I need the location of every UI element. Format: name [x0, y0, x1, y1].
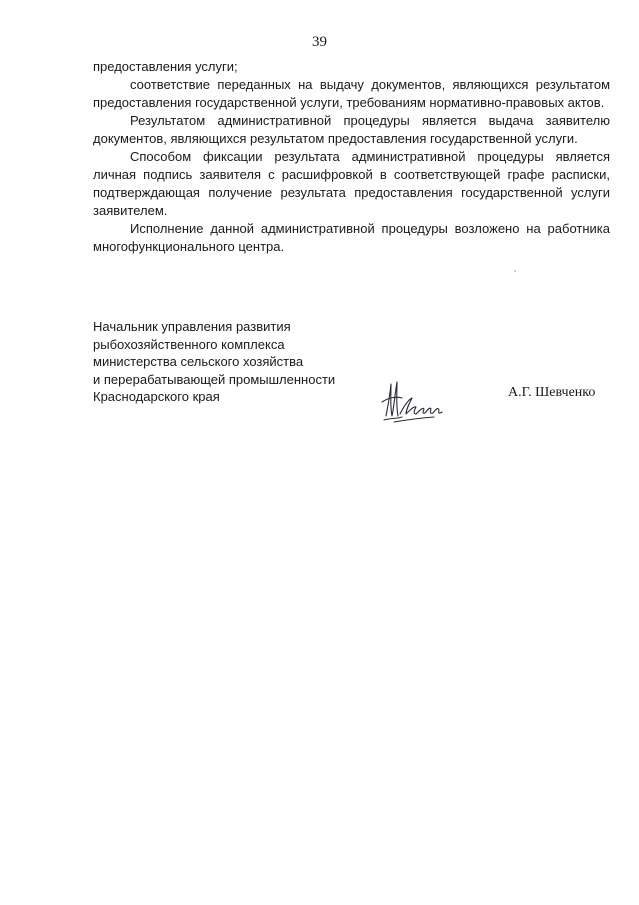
signatory-position [93, 318, 335, 406]
position-line: Краснодарского края [93, 389, 220, 404]
document-body [93, 58, 610, 256]
position-line: министерства сельского хозяйства [93, 354, 304, 369]
paragraph-result: Результатом административной процедуры является выдача заявителю документов, являющихся результатом предоставления государственной услуги. [93, 113, 610, 146]
position-line: и перерабатывающей промышленности [93, 371, 336, 387]
scan-speck [514, 270, 516, 272]
paragraph-continuation: предоставления услуги; [93, 59, 238, 74]
position-line: Начальник управления развития [93, 319, 291, 334]
handwritten-signature [376, 376, 456, 426]
signer-name: А.Г. Шевченко [508, 385, 596, 400]
paragraph-requirements: соответствие переданных на выдачу документов, являющихся результатом предоставления государственной услуги, требованиям нормативно-правовых актов. [93, 77, 610, 110]
paragraph-fixation-method: Способом фиксации результата административной процедуры является личная подпись заявителя с расшифровкой в соответствующей графе расписки, подтверждающая получение результата предоставления государственной услуги заявителем. [93, 149, 610, 218]
position-line: рыбохозяйственного комплекса [93, 336, 285, 352]
paragraph-responsible: Исполнение данной административной процедуры возложено на работника многофункционального центра. [93, 221, 610, 254]
page-number: 39 [312, 34, 327, 50]
